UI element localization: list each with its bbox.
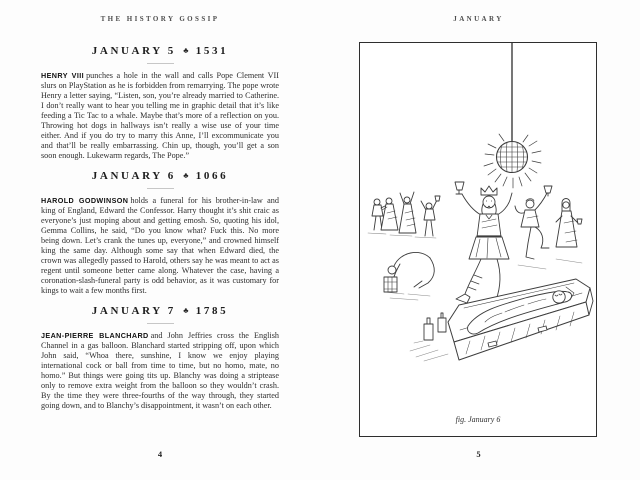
entry-date: JANUARY 5	[91, 45, 176, 57]
entry-date: JANUARY 7	[91, 305, 176, 317]
entry-heading-jan5	[41, 45, 279, 57]
heading-divider	[147, 323, 174, 324]
left-page-text-block	[41, 45, 279, 420]
running-head-left: THE HISTORY GOSSIP	[100, 15, 220, 23]
entry-paragraph-jan5	[41, 71, 279, 161]
club-ornament-icon: ♣	[183, 171, 189, 180]
heading-divider	[147, 63, 174, 64]
page-number-left: 4	[157, 449, 163, 459]
toasting-dancer	[421, 196, 440, 236]
dancing-king-with-goblet	[455, 182, 512, 308]
hooded-woman-dancer	[556, 199, 582, 248]
entry-paragraph-jan6	[41, 196, 279, 296]
entry-year: 1785	[195, 305, 229, 317]
leg-up-dancer	[515, 186, 552, 259]
entry-heading-jan6	[41, 170, 279, 182]
disco-ball	[496, 141, 528, 173]
figure-frame	[359, 42, 597, 437]
club-ornament-icon: ♣	[183, 306, 189, 315]
coffin-with-shrouded-body	[448, 279, 593, 360]
dancing-couple	[372, 198, 398, 230]
entry-body-text: and John Jeffries cross the English Channel in a gas balloon. Blanchard started stripping off, upon which John said, “Whoa there, sunshine, I know we enjoy playing international cock or ball from time to time, but no homo, mate, no homo.” But things were going tits up. Blanchy was doing a striptease only to remove extra weight from the balloon so they wouldn’t crash. By the time they were three-fourths of the way through, they started going down, and to Blanchy’s disappointment, it wasn’t on each other.	[41, 331, 279, 410]
entry-lead-name: JEAN-PIERRE BLANCHARD	[41, 331, 149, 340]
bottles	[414, 313, 446, 343]
heading-divider	[147, 188, 174, 189]
entry-paragraph-jan7	[41, 331, 279, 411]
entry-year: 1066	[195, 170, 229, 182]
entry-year: 1531	[195, 45, 229, 57]
entry-lead-name: HENRY VIII	[41, 71, 85, 80]
running-head-right: JANUARY	[453, 15, 504, 23]
figure-caption: fig. January 6	[455, 415, 501, 424]
entry-heading-jan7	[41, 305, 279, 317]
page-number-right: 5	[476, 449, 481, 459]
entry-body-text: holds a funeral for his brother-in-law and king of England, Edward the Confessor. Harry thought it’s shit craic as everyone’s just moping about and getting emosh. So, quoting his idol, Gemma Collins, he said, “Do you know what? Fuck this. No more being down. Let’s crank the tunes up, everyone,” and crowned himself king the same day. Although some say that when Edward died, the crown was allegedly passed to Harold, others say he was meant to act as regent until someone better came along. Whatever the case, having a coronation-slash-funeral party is odd behavior, as it was customary for kings to wait a few months first.	[41, 196, 279, 295]
entry-lead-name: HAROLD GODWINSON	[41, 196, 129, 205]
entry-body-text: punches a hole in the wall and calls Pope Clement VII slurs on PlayStation as he is forbidden from remarrying. The pope wrote Henry a letter saying, “Listen, son, you’re already married to Catherine. I don’t really want to hear you telling me in graphic detail that it’s like feeding a Tic Tac to a whale. Maybe that’s more of a reflection on you. Throwing hot dogs in hallways isn’t really a wise use of your time either. And if you do try to marry this Anne, I’ll excommunicate you and that’ll be really embarrassing. Chin up, though, you’ll get a son soon enough. Lukewarm regards, The Pope.”	[41, 71, 280, 160]
raised-arms-dancer	[399, 192, 416, 233]
entry-date: JANUARY 6	[91, 170, 176, 182]
tankard	[384, 277, 397, 292]
illustration-medieval-dance-party	[360, 43, 596, 436]
club-ornament-icon: ♣	[183, 46, 189, 55]
